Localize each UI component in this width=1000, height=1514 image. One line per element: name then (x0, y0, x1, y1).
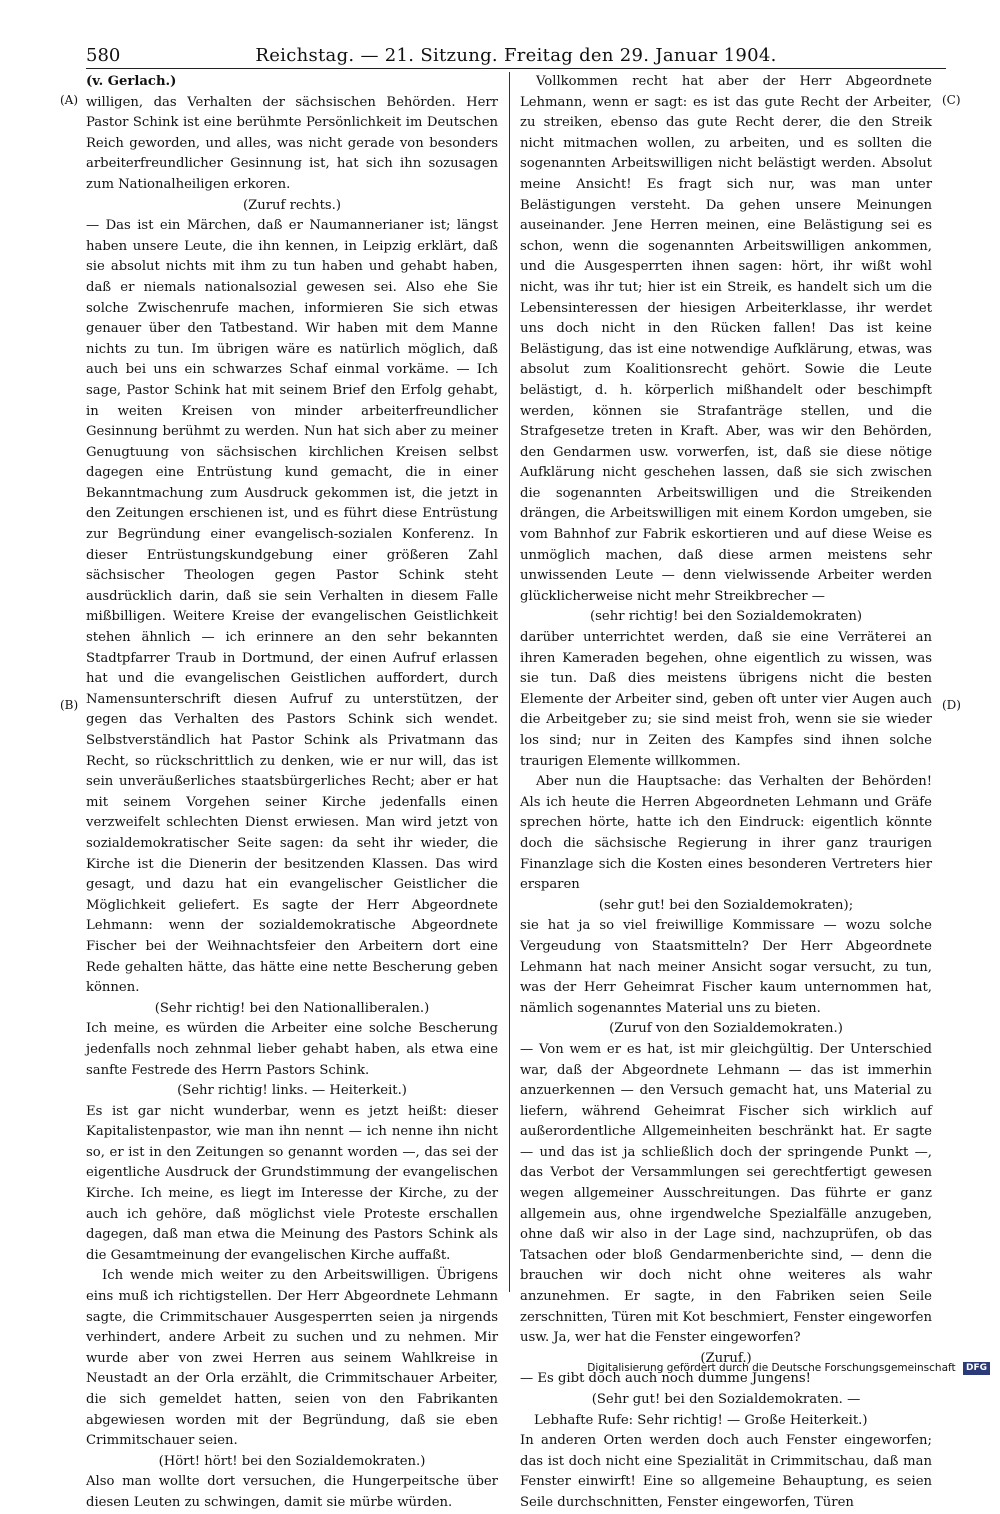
paragraph: willigen, das Verhalten der sächsischen Behörden. Herr Pastor Schink ist eine berühmte Persönlichkeit im Deutschen Reich geworden, und alles, was nicht gerade von besonders arbeiterfreundlicher Gesinnung ist, hat sich ihn sozusagen zum Nationalheiligen erkoren. (86, 94, 498, 192)
margin-mark-b: (B) (60, 698, 79, 712)
interjection: (Sehr richtig! bei den Nationalliberalen.) (154, 1000, 430, 1016)
page-title: Reichstag. — 21. Sitzung. Freitag den 29. Januar 1904. (255, 45, 777, 66)
paragraph: — Es gibt doch auch noch dumme Jungens! (520, 1371, 811, 1387)
interjection: (Zuruf von den Sozialdemokraten.) (609, 1021, 843, 1037)
interjection: (Sehr gut! bei den Sozialdemokraten. — (591, 1392, 861, 1407)
footer-text: Digitalisierung gefördert durch die Deutsche Forschungsgemeinschaft (587, 1362, 956, 1374)
left-column (86, 72, 498, 1514)
page-number: 580 (86, 45, 121, 66)
interjection: (Hört! hört! bei den Sozialdemokraten.) (158, 1453, 426, 1469)
interjection: (sehr richtig! bei den Sozialdemokraten) (590, 609, 862, 625)
column-divider (509, 72, 510, 1292)
speaker-label: (v. Gerlach.) (86, 74, 177, 89)
paragraph: sie hat ja so viel freiwillige Kommissare — wozu solche Vergeudung von Staatsmitteln? Der Herr Abgeordnete Lehmann hat nach meiner Ansicht sogar versucht, zu tun, was der Herr Geheimrat Fischer kaum unternommen hat, nämlich sogenanntes Material uns zu bieten. (520, 918, 932, 1016)
header-rule (86, 68, 946, 69)
interjection: Lebhafte Rufe: Sehr richtig! — Große Heiterkeit.) (534, 1412, 868, 1428)
paragraph: — Von wem er es hat, ist mir gleichgültig. Der Unterschied war, daß der Abgeordnete Lehmann — das ist immerhin anzuerkennen — den Versuch gemacht hat, uns Material zu liefern, während Geheimrat Fischer sich wirklich auf außerordentliche Allgemeinheiten beschränkt hat. Er sagte — und das ist ja schließlich doch der springende Punkt —, das Verbot der Versammlungen sei gerechtfertigt gewesen wegen allgemeiner Ausschreitungen. Das führte er ganz allgemein aus, ohne irgendwelche Spezialfälle anzugeben, ohne daß wir also in der Lage sind, nachzuprüfen, ob das Tatsachen oder bloß Gendarmenberichte sind, — denn die brauchen wir doch nicht ohne weiteres als wahr anzunehmen. Er sagte, in den Fabriken seien Seile zerschnitten, Türen mit Kot beschmiert, Fenster eingeworfen usw. Ja, wer hat die Fenster eingeworfen? (520, 1041, 932, 1346)
paragraph: Aber nun die Hauptsache: das Verhalten der Behörden! Als ich heute die Herren Abgeordneten Lehmann und Gräfe sprechen hörte, hatte ich den Eindruck: eigentlich könnte doch die sächsische Regierung in ihrer ganz traurigen Finanzlage sich die Kosten eines besonderen Vertreters hier ersparen (520, 774, 932, 893)
digitization-footer (560, 1360, 990, 1376)
margin-mark-c: (C) (942, 93, 961, 107)
margin-mark-d: (D) (942, 698, 961, 712)
paragraph: Ich wende mich weiter zu den Arbeitswilligen. Übrigens eins muß ich richtigstellen. Der Herr Abgeordnete Lehmann sagte, die Crimmitschauer Ausgesperrten seien ja nirgends verhindert, andere Arbeit zu suchen und zu nehmen. Mir wurde aber von zwei Herren aus seinem Wahlkreise in Neustadt an der Orla erzählt, die Crimmitschauer Arbeiter, die sich gemeldet hatten, seien von den Fabrikanten abgewiesen worden mit der Begründung, daß sie eben Crimmitschauer seien. (86, 1268, 498, 1449)
paragraph: In anderen Orten werden doch auch Fenster eingeworfen; das ist doch nicht eine Spezialität in Crimmitschau, daß man Fenster einwirft! Eine so allgemeine Behauptung, es seien Seile durchschnitten, Fenster eingeworfen, Türen (520, 1433, 932, 1510)
paragraph: — Das ist ein Märchen, daß er Naumannerianer ist; längst haben unsere Leute, die ihn kennen, in Leipzig erklärt, daß sie absolut nichts mit ihm zu tun haben und gehabt haben, daß er niemals nationalsozial gewesen sei. Also ehe Sie solche Zwischenrufe machen, informieren Sie sich etwas genauer über den Tatbestand. Wir haben mit dem Manne nichts zu tun. Im übrigen wäre es natürlich möglich, daß auch bei uns ein schwarzes Schaf einmal vorkäme. — Ich sage, Pastor Schink hat mit seinem Brief den Erfolg gehabt, in weiten Kreisen von minder arbeiterfreundlicher Gesinnung berühmt zu werden. Nun hat sich aber zu meiner Genugtuung von sächsischen kirchlichen Kreisen selbst dagegen eine Entrüstung kund gemacht, die in einer Bekanntmachung zum Ausdruck gekommen ist, die jetzt in den Zeitungen erschienen ist, und es führt diese Entrüstung zur Begründung einer evangelisch-sozialen Konferenz. In dieser Entrüstungskundgebung einer größeren Zahl sächsischer Theologen gegen Pastor Schink steht ausdrücklich darin, daß sie sein Verhalten in diesem Falle mißbilligen. Weitere Kreise der evangelischen Geistlichkeit stehen ähnlich — ich erinnere an den sehr bekannten Stadtpfarrer Traub in Dortmund, der einen Aufruf erlassen hat und die evangelischen Geistlichen auffordert, durch Namensunterschrift diesen Aufruf zu unterstützen, der gegen das Verhalten des Pastors Schink sich wendet. Selbstverständlich hat Pastor Schink als Privatmann das Recht, so rückschrittlich zu denken, wie er nur will, das ist sein unveräußerliches staatsbürgerliches Recht; aber er hat mit seinem Vorgehen seiner Kirche jedenfalls einen verzweifelt schlechten Dienst erwiesen. Man wird jetzt von sozialdemokratischer Seite sagen: da seht ihr wieder, die Kirche ist die Dienerin der besitzenden Klassen. Das wird gesagt, und dazu hat ein evangelischer Geistlicher die Möglichkeit geliefert. Es sagte der Herr Abgeordnete Lehmann: wenn der sozialdemokratische Abgeordnete Fischer bei der Weihnachtsfeier den Arbeitern dort eine Rede gehalten hätte, das hätte eine nette Bescherung geben können. (86, 218, 498, 996)
margin-mark-a: (A) (60, 93, 79, 107)
paragraph: darüber unterrichtet werden, daß sie eine Verräterei an ihren Kameraden begehen, ohne eigentlich zu wissen, was sie tun. Daß dies meistens übrigens nicht die besten Elemente der Arbeiter sind, geben oft unter vier Augen auch die Arbeitgeber zu; sie sind meist froh, wenn sie sie wieder los sind; nur in Zeiten des Kampfes sind ihnen solche traurigen Elemente willkommen. (520, 630, 932, 769)
right-column (520, 72, 932, 1514)
dfg-logo: DFG (963, 1362, 990, 1375)
page-header (86, 44, 946, 70)
interjection: (Zuruf.) (700, 1350, 752, 1366)
paragraph: Es ist gar nicht wunderbar, wenn es jetzt heißt: dieser Kapitalistenpastor, wie man ihn nennt — ich nenne ihn nicht so, er ist in den Zeitungen so genannt worden —, das sei der eigentliche Ausdruck der Grundstimmung der evangelischen Kirche. Ich meine, es liegt im Interesse der Kirche, zu der auch ich gehöre, daß möglichst viele Proteste erschallen dagegen, daß man etwa die Meinung des Pastors Schink als die Gesamtmeinung der evangelischen Kirche auffaßt. (86, 1103, 498, 1263)
paragraph: Also man wollte dort versuchen, die Hungerpeitsche über diesen Leuten zu schwingen, damit sie mürbe würden. (86, 1474, 498, 1510)
interjection: (Sehr richtig! links. — Heiterkeit.) (177, 1083, 407, 1099)
interjection: (Zuruf rechts.) (242, 197, 342, 213)
paragraph: Vollkommen recht hat aber der Herr Abgeordnete Lehmann, wenn er sagt: es ist das gute Recht der Arbeiter, zu streiken, ebenso das gute Recht derer, die den Streik nicht mitmachen wollen, zu arbeiten, und es sollten die sogenannten Arbeitswilligen nicht belästigt werden. Absolut meine Ansicht! Es fragt sich nur, was man unter Belästigungen versteht. Da gehen unsere Meinungen auseinander. Jene Herren meinen, eine Belästigung sei es schon, wenn die sogenannten Arbeitswilligen ankommen, und die Ausgesperrten ihnen sagen: hört, ihr wißt wohl nicht, was ihr tut; hier ist ein Streik, es handelt sich um die Lebensinteressen der hiesigen Arbeiterklasse, ihr werdet uns doch nicht in den Rücken fallen! Das ist keine Belästigung, das ist eine notwendige Aufklärung, etwas, was absolut zum Koalitionsrecht gehört. Sowie die Leute belästigt, d. h. körperlich mißhandelt oder beschimpft werden, können sie Strafanträge stellen, und die Strafgesetze treten in Kraft. Aber, was wir den Behörden, den Gendarmen usw. vorwerfen, ist, daß sie diese nötige Aufklärung nicht geschehen lassen, daß sie sich zwischen die sogenannten Arbeitswilligen und die Streikenden drängen, die Arbeitswilligen mit einem Kordon umgeben, sie vom Bahnhof zur Fabrik eskortieren und auf diese Weise es unmöglich machen, daß diese armen meistens sehr unwissenden Leute — denn vielwissende Arbeiter werden glücklicherweise nicht mehr Streikbrecher — (520, 74, 932, 604)
interjection: (sehr gut! bei den Sozialdemokraten); (598, 897, 854, 913)
paragraph: Ich meine, es würden die Arbeiter eine solche Bescherung jedenfalls noch zehnmal lieber gehabt haben, als etwa eine sanfte Festrede des Herrn Pastors Schink. (86, 1021, 498, 1078)
